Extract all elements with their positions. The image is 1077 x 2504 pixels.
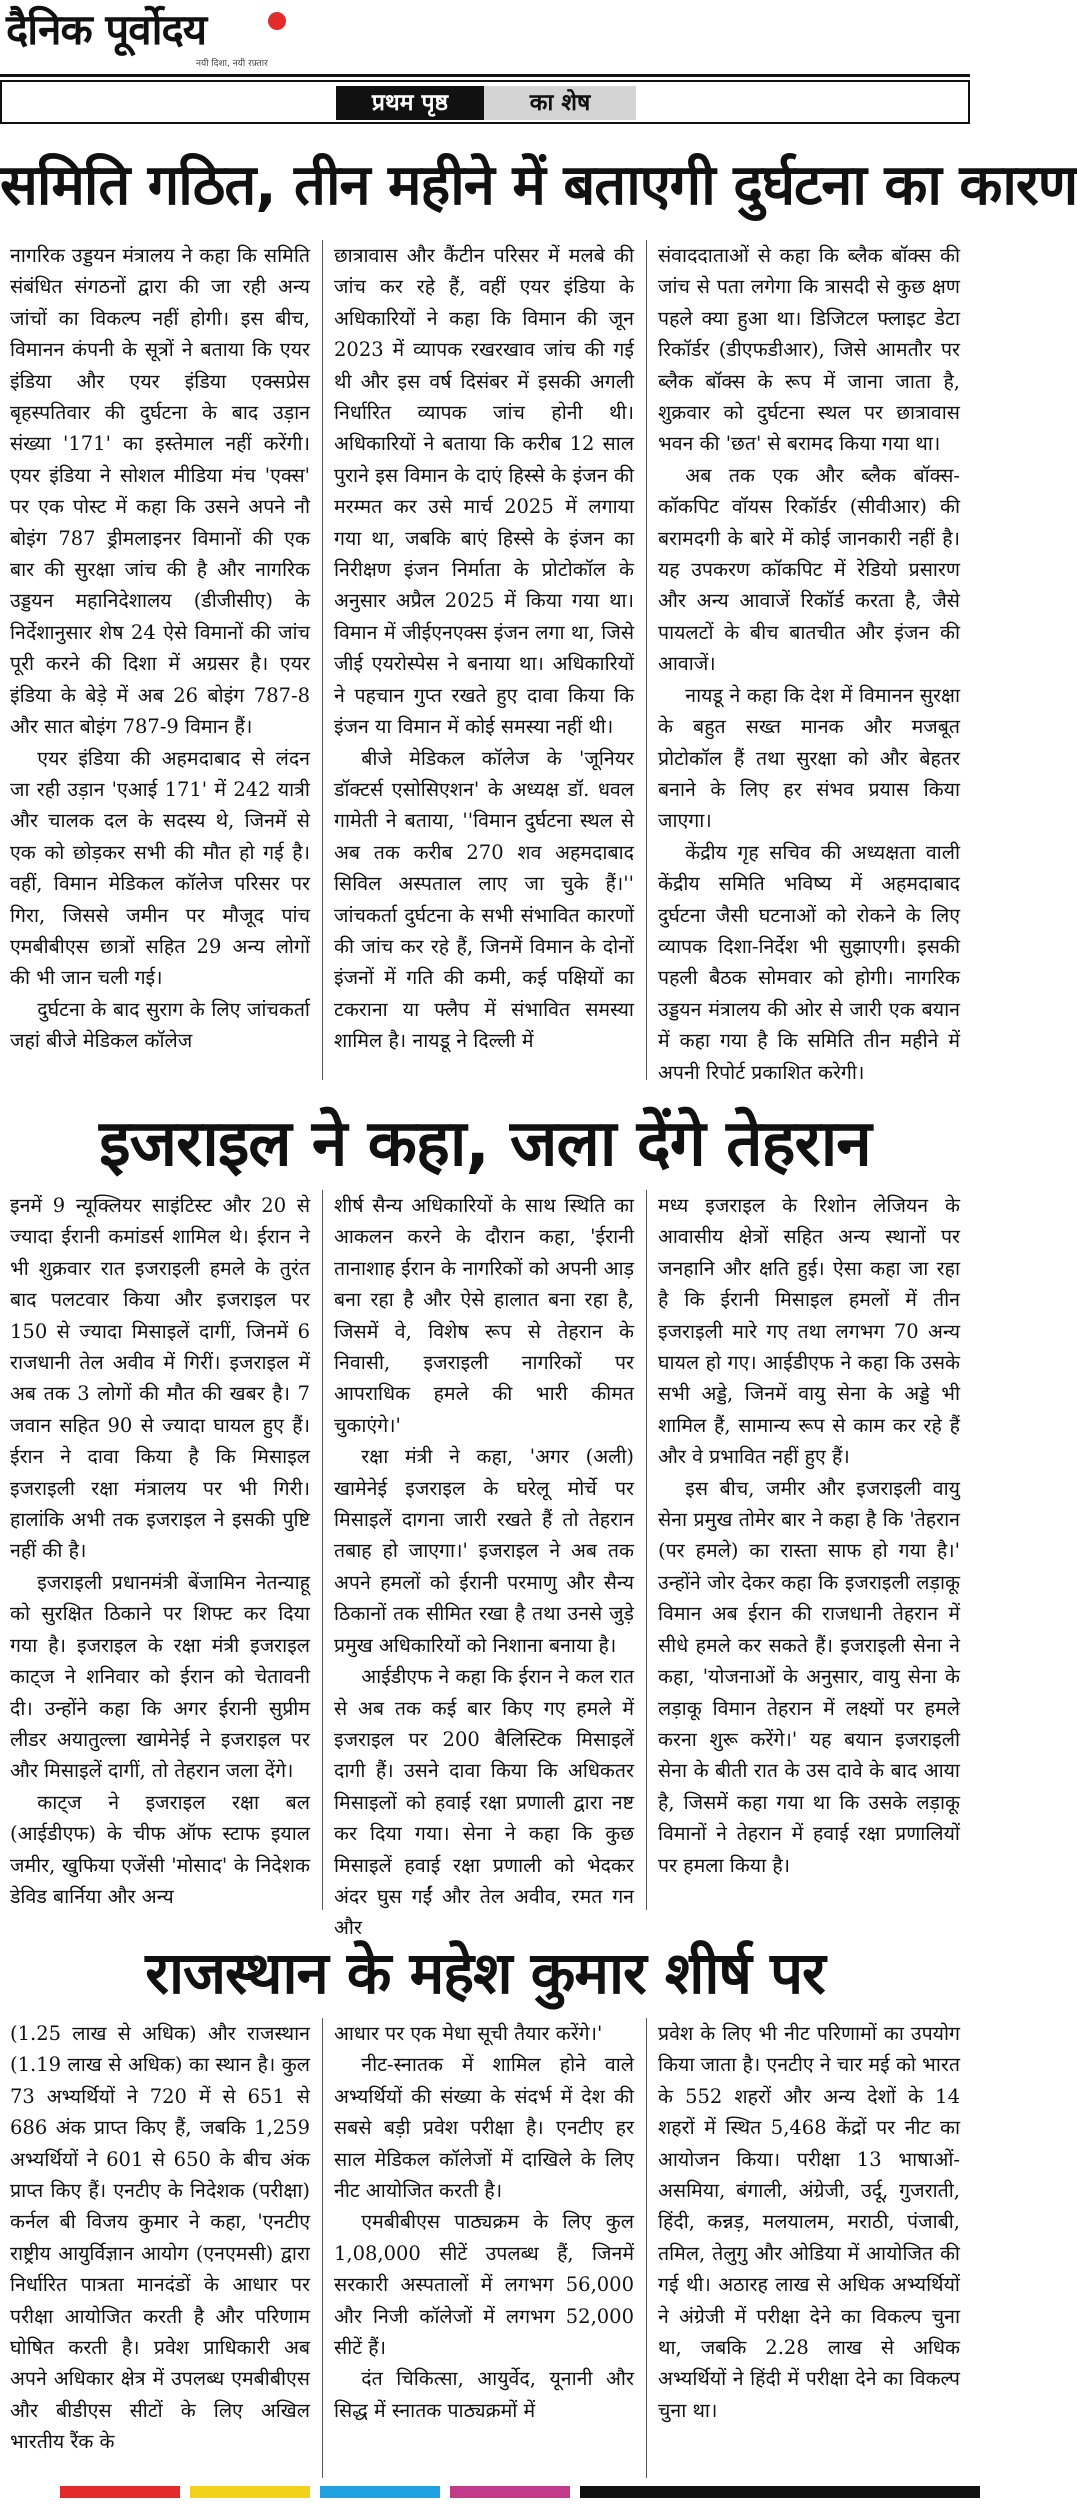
article-paragraph: इनमें 9 न्यूक्लियर साइंटिस्ट और 20 से ज्यादा ईरानी कमांडर्स शामिल थे। ईरान ने भी शुक्रवार रात इजराइली हमले के तुरंत बाद पलटवार किया और इजराइल पर 150 से ज्यादा मिसाइलें दागीं, जिनमें 6 राजधानी तेल अवीव में गिरीं। इजराइल में अब तक 3 लोगों की मौत की खबर है। 7 जवान सहित 90 से ज्यादा घायल हुए हैं। ईरान ने दावा किया है कि मिसाइल इजराइली रक्षा मंत्रालय पर भी गिरी। हालांकि अभी तक इजराइल ने इसकी पुष्टि नहीं की है। xyxy=(10,1194,311,1563)
column-divider xyxy=(322,2018,323,2478)
brand-name: दैनिक पूर्वोदय xyxy=(6,5,207,54)
story3-column-2 xyxy=(334,2018,634,2478)
article-paragraph: बीजे मेडिकल कॉलेज के 'जूनियर डॉक्टर्स एसोसिएशन' के अध्यक्ष डॉ. धवल गामेती ने बताया, ''विमान दुर्घटना स्थल से अब तक करीब 270 शव अहमदाबाद सिविल अस्पताल लाए जा चुके हैं।'' जांचकर्ता दुर्घटना के सभी संभावित कारणों की जांच कर रहे हैं, जिनमें विमान के दोनों इंजनों में गति की कमी, कई पक्षियों का टकराना या फ्लैप में संभावित समस्या शामिल है। नायडू ने दिल्ली में xyxy=(334,746,634,1053)
article-paragraph: एयर इंडिया की अहमदाबाद से लंदन जा रही उड़ान 'एआई 171' में 242 यात्री और चालक दल के सदस्य थे, जिनमें से एक को छोड़कर सभी की मौत हो गई है। वहीं, विमान मेडिकल कॉलेज परिसर पर गिरा, जिससे जमीन पर मौजूद पांच एमबीबीएस छात्रों सहित 29 अन्य लोगों की भी जान चली गई। xyxy=(10,746,310,990)
article-paragraph: शीर्ष सैन्य अधिकारियों के साथ स्थिति का आकलन करने के दौरान कहा, 'ईरानी तानाशाह ईरान के नागरिकों को अपनी आड़ बना रहा है और ऐसे हालात बना रहा है, जिसमें वे, विशेष रूप से तेहरान के निवासी, इजराइली नागरिकों पर आपराधिक हमले की भारी कीमत चुकाएंगे।' xyxy=(334,1194,634,1437)
story1-column-1 xyxy=(10,240,310,1080)
article-paragraph: एमबीबीएस पाठ्यक्रम के लिए कुल 1,08,000 सीटें उपलब्ध हैं, जिनमें सरकारी अस्पतालों में लगभग 56,000 और निजी कॉलेजों में लगभग 52,000 सीटें हैं। xyxy=(334,2210,634,2360)
article-paragraph: मध्य इजराइल के रिशोन लेजियन के आवासीय क्षेत्रों सहित अन्य स्थानों पर जनहानि और क्षति हुई। ऐसा कहा जा रहा है कि ईरानी मिसाइल हमलों में तीन इजराइली मारे गए तथा लगभग 70 अन्य घायल हो गए। आईडीएफ ने कहा कि उसके सभी अड्डे, जिनमें वायु सेना के अड्डे भी शामिल हैं, सामान्य रूप से काम कर रहे हैं और वे प्रभावित नहीं हुए हैं। xyxy=(658,1194,960,1469)
article-paragraph: केंद्रीय गृह सचिव की अध्यक्षता वाली केंद्रीय समिति भविष्य में अहमदाबाद दुर्घटना जैसी घटनाओं को रोकने के लिए व्यापक दिशा-निर्देश भी सुझाएगी। इसकी पहली बैठक सोमवार को होगी। नागरिक उड्डयन मंत्रालय की ओर से जारी एक बयान में कहा गया है कि समिति तीन महीने में अपनी रिपोर्ट प्रकाशित करेगी। xyxy=(658,840,960,1084)
story1-column-2 xyxy=(334,240,634,1080)
article-paragraph: दुर्घटना के बाद सुराग के लिए जांचकर्ता जहां बीजे मेडिकल कॉलेज xyxy=(10,997,310,1053)
brand-tagline: नयी दिशा, नयी रफ़्तार xyxy=(196,59,268,69)
story2-column-2 xyxy=(334,1190,634,1940)
color-swatch xyxy=(60,2486,180,2498)
story1-column-3 xyxy=(658,240,960,1084)
section-label-primary: प्रथम पृष्ठ xyxy=(336,86,484,120)
story3-column-1 xyxy=(10,2018,310,2478)
article-paragraph: अब तक एक और ब्लैक बॉक्स- कॉकपिट वॉयस रिकॉर्डर (सीवीआर) की बरामदगी के बारे में कोई जानकारी नहीं है। यह उपकरण कॉकपिट में रेडियो प्रसारण और अन्य आवाजें रिकॉर्ड करता है, जैसे पायलटों के बीच बातचीत और इंजन की आवाजें। xyxy=(658,463,960,676)
section-label-secondary: का शेष xyxy=(484,86,636,120)
color-swatch xyxy=(580,2486,980,2498)
story1-headline: समिति गठित, तीन महीने में बताएगी दुर्घटना का कारण xyxy=(0,153,1077,218)
column-divider xyxy=(646,1190,647,1910)
story2-headline: इजराइल ने कहा, जला देंगे तेहरान xyxy=(99,1107,871,1181)
column-divider xyxy=(322,1190,323,1910)
article-paragraph: संवाददाताओं से कहा कि ब्लैक बॉक्स की जांच से पता लगेगा कि त्रासदी से कुछ क्षण पहले क्या हुआ था। डिजिटल फ्लाइट डेटा रिकॉर्डर (डीएफडीआर), जिसे आमतौर पर ब्लैक बॉक्स के रूप में जाना जाता है, शुक्रवार को दुर्घटना स्थल पर छात्रावास भवन की 'छत' से बरामद किया गया था। xyxy=(658,244,960,456)
story3-column-3 xyxy=(658,2018,960,2478)
article-paragraph: नीट-स्नातक में शामिल होने वाले अभ्यर्थियों की संख्या के संदर्भ में देश की सबसे बड़ी प्रवेश परीक्षा है। एनटीए हर साल मेडिकल कॉलेजों में दाखिले के लिए नीट आयोजित करती है। xyxy=(334,2053,634,2203)
brand-logo-dot xyxy=(268,12,286,30)
column-divider xyxy=(646,240,647,1080)
article-paragraph: इस बीच, जमीर और इजराइली वायु सेना प्रमुख तोमेर बार ने कहा है कि 'तेहरान (पर हमले) का रास्ता साफ हो गया है।' उन्होंने जोर देकर कहा कि इजराइली लड़ाकू विमान अब ईरान की राजधानी तेहरान में सीधे हमले कर सकते हैं। इजराइली सेना ने कहा, 'योजनाओं के अनुसार, वायु सेना के लड़ाकू विमान तेहरान में लक्ष्यों पर हमले करना शुरू करेंगे।' यह बयान इजराइली सेना के बीती रात के उस दावे के बाद आया है, जिसमें कहा गया था कि उसके लड़ाकू विमानों ने तेहरान में हवाई रक्षा प्रणालियों पर हमला किया है। xyxy=(658,1476,960,1877)
story2-column-1 xyxy=(10,1190,310,1910)
column-divider xyxy=(646,2018,647,2478)
masthead xyxy=(6,4,296,68)
color-swatch xyxy=(190,2486,310,2498)
article-paragraph: नायडू ने कहा कि देश में विमानन सुरक्षा के बहुत सख्त मानक और मजबूत प्रोटोकॉल हैं तथा सुरक्षा को और बेहतर बनाने के लिए हर संभव प्रयास किया जाएगा। xyxy=(658,683,960,833)
article-paragraph: इजराइली प्रधानमंत्री बेंजामिन नेतन्याहू को सुरक्षित ठिकाने पर शिफ्ट कर दिया गया है। इजराइल के रक्षा मंत्री इजराइल काट्ज ने शनिवार को ईरान को चेतावनी दी। उन्होंने कहा कि अगर ईरानी सुप्रीम लीडर अयातुल्ला खामेनेई ने इजराइल पर और मिसाइलें दागीं, तो तेहरान जला देंगे। xyxy=(10,1570,310,1783)
article-paragraph: आधार पर एक मेधा सूची तैयार करेंगे।' xyxy=(334,2022,603,2045)
article-paragraph: दंत चिकित्सा, आयुर्वेद, यूनानी और सिद्ध में स्नातक पाठ्यक्रमों में xyxy=(334,2367,634,2422)
column-divider xyxy=(322,240,323,1080)
article-paragraph: छात्रावास और कैंटीन परिसर में मलबे की जांच कर रहे हैं, वहीं एयर इंडिया के अधिकारियों ने कहा कि विमान की जून 2023 में व्यापक रखरखाव जांच की गई थी और इस वर्ष दिसंबर में इसकी अगली निर्धारित व्यापक जांच होनी थी। अधिकारियों ने बताया कि करीब 12 साल पुराने इस विमान के दाएं हिस्से के इंजन की मरम्मत कर उसे मार्च 2025 में लगाया गया था, जबकि बाएं हिस्से के इंजन का निरीक्षण इंजन निर्माता के प्रोटोकॉल के अनुसार अप्रैल 2025 में किया गया था। विमान में जीईएनएक्स इंजन लगा था, जिसे जीई एयरोस्पेस ने बनाया था। अधिकारियों ने पहचान गुप्त रखते हुए दावा किया कि इंजन या विमान में कोई समस्या नहीं थी। xyxy=(334,244,634,739)
story2-column-3 xyxy=(658,1190,960,1910)
article-paragraph: नागरिक उड्डयन मंत्रालय ने कहा कि समिति संबंधित संगठनों द्वारा की जा रही अन्य जांचों का विकल्प नहीं होगी। इस बीच, विमानन कंपनी के सूत्रों ने बताया कि एयर इंडिया और एयर इंडिया एक्सप्रेस बृहस्पतिवार की दुर्घटना के बाद उड़ान संख्या '171' का इस्तेमाल नहीं करेंगी। एयर इंडिया ने सोशल मीडिया मंच 'एक्स' पर एक पोस्ट में कहा कि उसने अपने नौ बोइंग 787 ड्रीमलाइनर विमानों की एक बार की सुरक्षा जांच की है और नागरिक उड्डयन महानिदेशालय (डीजीसीए) के निर्देशानुसार शेष 24 ऐसे विमानों की जांच पूरी करने की दिशा में अग्रसर है। एयर इंडिया के बेड़े में अब 26 बोइंग 787-8 और सात बोइंग 787-9 विमान हैं। xyxy=(10,244,310,739)
article-paragraph: रक्षा मंत्री ने कहा, 'अगर (अली) खामेनेई इजराइल के घरेलू मोर्चे पर मिसाइलें दागना जारी रखते हैं तो तेहरान तबाह हो जाएगा।' इजराइल ने अब तक अपने हमलों को ईरानी परमाणु और सैन्य ठिकानों तक सीमित रखा है तथा उनसे जुड़े प्रमुख अधिकारियों को निशाना बनाया है। xyxy=(334,1445,634,1657)
article-paragraph: आईडीएफ ने कहा कि ईरान ने कल रात से अब तक कई बार किए गए हमले में इजराइल पर 200 बैलिस्टिक मिसाइलें दागी हैं। उसने दावा किया कि अधिकतर मिसाइलों को हवाई रक्षा प्रणाली द्वारा नष्ट कर दिया गया। सेना ने कहा कि कुछ मिसाइलें हवाई रक्षा प्रणाली को भेदकर अंदर घुस गईं और तेल अवीव, रमत गन और xyxy=(334,1665,634,1940)
masthead-rule xyxy=(0,74,970,77)
story3-headline: राजस्थान के महेश कुमार शीर्ष पर xyxy=(145,1939,825,2007)
article-paragraph: काट्ज ने इजराइल रक्षा बल (आईडीएफ) के चीफ ऑफ स्टाफ इयाल जमीर, खुफिया एजेंसी 'मोसाद' के निदेशक डेविड बार्निया और अन्य xyxy=(10,1790,310,1908)
article-paragraph: प्रवेश के लिए भी नीट परिणामों का उपयोग किया जाता है। एनटीए ने चार मई को भारत के 552 शहरों और अन्य देशों के 14 शहरों में स्थित 5,468 केंद्रों पर नीट का आयोजन किया। परीक्षा 13 भाषाओं- असमिया, बंगाली, अंग्रेजी, उर्दू, गुजराती, हिंदी, कन्नड़, मलयालम, मराठी, पंजाबी, तमिल, तेलुगु और ओडिया में आयोजित की गई थी। अठारह लाख से अधिक अभ्यर्थियों ने अंग्रेजी में परीक्षा देने का विकल्प चुना था, जबकि 2.28 लाख से अधिक अभ्यर्थियों ने हिंदी में परीक्षा देने का विकल्प चुना था। xyxy=(658,2022,961,2422)
article-paragraph: (1.25 लाख से अधिक) और राजस्थान (1.19 लाख से अधिक) का स्थान है। कुल 73 अभ्यर्थियों ने 720 में से 651 से 686 अंक प्राप्त किए हैं, जबकि 1,259 अभ्यर्थियों ने 601 से 650 के बीच अंक प्राप्त किए हैं। एनटीए के निदेशक (परीक्षा) कर्नल बी विजय कुमार ने कहा, 'एनटीए राष्ट्रीय आयुर्विज्ञान आयोग (एनएमसी) द्वारा निर्धारित पात्रता मानदंडों के आधार पर परीक्षा आयोजित करती है और परिणाम घोषित करती है। प्रवेश प्राधिकारी अब अपने अधिकार क्षेत्र में उपलब्ध एमबीबीएस और बीडीएस सीटों के लिए अखिल भारतीय रैंक के xyxy=(10,2022,310,2454)
color-swatch xyxy=(320,2486,440,2498)
color-swatch xyxy=(450,2486,570,2498)
